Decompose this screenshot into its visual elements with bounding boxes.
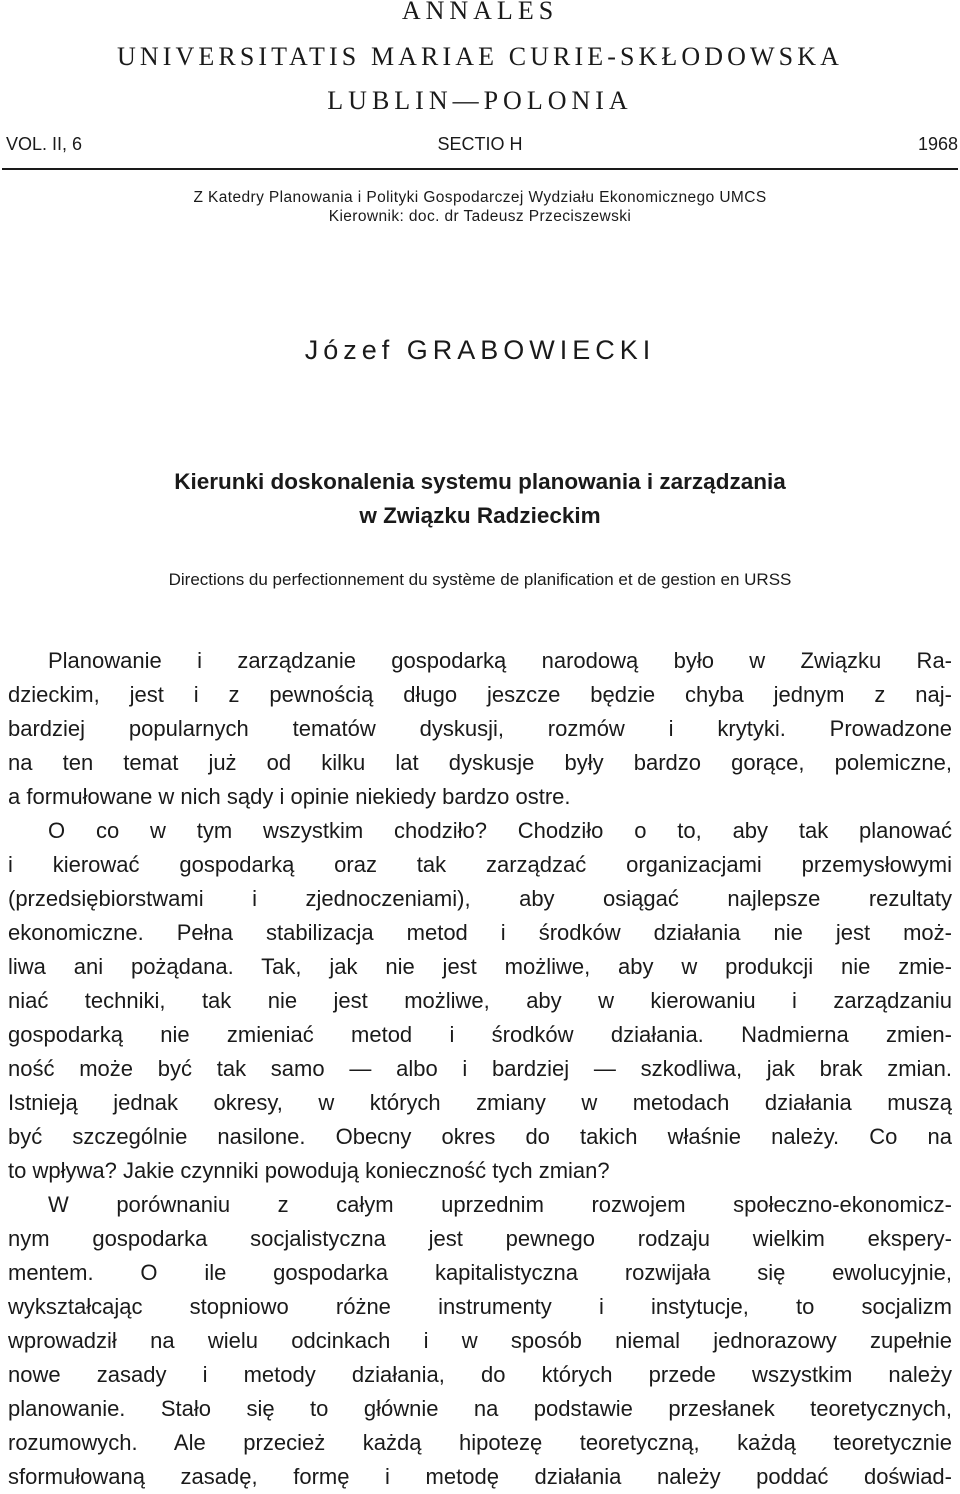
body-line: O co w tym wszystkim chodziło? Chodziło o to, aby tak planować [48,818,952,843]
body-line: bardziej popularnych tematów dyskusji, rozmów i krytyki. Prowadzone [8,716,952,741]
body-line: i kierować gospodarką oraz tak zarządzać organizacjami przemysłowymi [8,852,952,877]
body-line: rozumowych. Ale przecież każdą hipotezę teoretyczną, każdą teoretycznie [8,1430,952,1455]
journal-place-line: LUBLIN—POLONIA [327,86,633,115]
french-title: Directions du perfectionnement du système de planification et de gestion en URSS [168,570,792,589]
body-line: W porównaniu z całym uprzednim rozwojem społeczno-ekonomicz- [48,1192,952,1217]
body-line: ność może być tak samo — albo i bardziej — szkodliwa, jak brak zmian. [8,1056,952,1081]
body-line: gospodarką nie zmieniać metod i środków działania. Nadmierna zmien- [8,1022,952,1047]
body-line: planowanie. Stało się to głównie na podstawie przesłanek teoretycznych, [8,1396,952,1421]
article-body [8,644,952,1494]
volume-label: VOL. II, 6 [6,134,83,154]
article-title-line-2: w Związku Radzieckim [359,503,601,528]
header-rule [2,168,958,170]
body-line: być szczególnie nasilone. Obecny okres do takich właśnie należy. Co na [8,1124,952,1149]
body-line: wykształcając stopniowo różne instrumenty i instytucje, to socjalizm [8,1294,952,1319]
article-title-line-1: Kierunki doskonalenia systemu planowania i zarządzania [174,469,786,494]
body-line: nowe zasady i metody działania, do których przede wszystkim należy [8,1362,952,1387]
section-label: SECTIO H [437,134,523,154]
year-label: 1968 [917,134,958,154]
body-line: sformułowaną zasadę, formę i metodę działania należy poddać doświad- [8,1464,952,1489]
body-line: to wpływa? Jakie czynniki powodują konieczność tych zmian? [8,1158,610,1183]
department-line: Z Katedry Planowania i Polityki Gospodarczej Wydziału Ekonomicznego UMCS [193,189,767,206]
body-line: na ten temat już od kilku lat dyskusje były bardzo gorące, polemiczne, [8,750,952,775]
journal-name-line-1: ANNALES [401,0,559,25]
body-line: Planowanie i zarządzanie gospodarką narodową było w Związku Ra- [48,648,952,673]
author-name: Józef GRABOWIECKI [304,335,656,365]
body-line: Istnieją jednak okresy, w których zmiany w metodach działania muszą [8,1090,952,1115]
body-line: ekonomiczne. Pełna stabilizacja metod i środków działania nie jest moż- [8,920,952,945]
body-line: wprowadził na wielu odcinkach i w sposób niemal jednorazowy zupełnie [8,1328,952,1353]
body-line: dzieckim, jest i z pewnością długo jeszcze będzie chyba jednym z naj- [8,682,952,707]
volume-row [0,133,960,155]
body-line: liwa ani pożądana. Tak, jak nie jest możliwe, aby w produkcji nie zmie- [8,954,952,979]
body-line: a formułowane w nich sądy i opinie niekiedy bardzo ostre. [8,784,571,809]
body-line: (przedsiębiorstwami i zjednoczeniami), aby osiągać najlepsze rezultaty [8,886,952,911]
body-line: niać techniki, tak nie jest możliwe, aby w kierowaniu i zarządzaniu [8,988,952,1013]
body-line: mentem. O ile gospodarka kapitalistyczna rozwijała się ewolucyjnie, [8,1260,952,1285]
department-head-line: Kierownik: doc. dr Tadeusz Przeciszewski [328,208,632,225]
journal-name-line-2: UNIVERSITATIS MARIAE CURIE-SKŁODOWSKA [117,42,843,71]
body-line: nym gospodarka socjalistyczna jest pewnego rodzaju wielkim ekspery- [8,1226,952,1251]
